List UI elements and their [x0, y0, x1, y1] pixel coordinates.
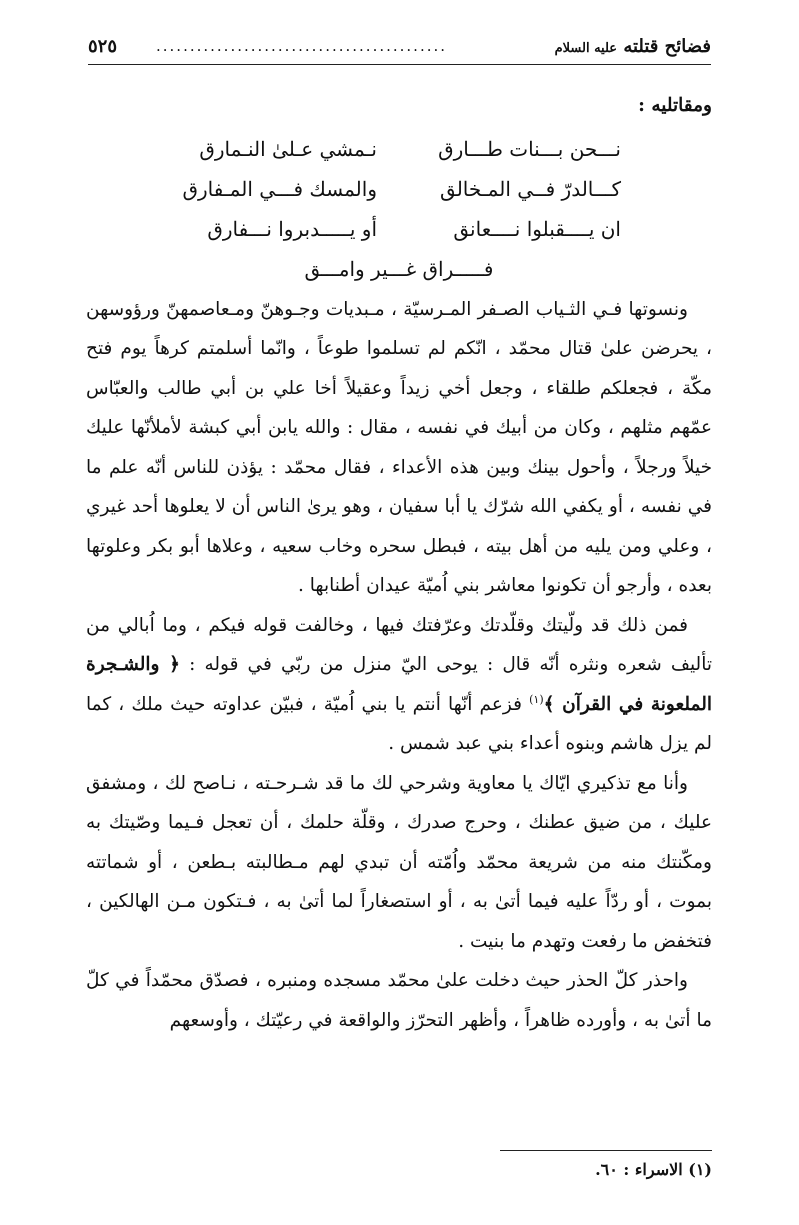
honorific-glyph: عليه السلام	[554, 41, 618, 56]
paragraph-2	[86, 606, 712, 764]
quran-quote: ﴿ والشـجرة الملعونة في القرآن ﴾	[86, 654, 713, 715]
poem	[86, 130, 712, 290]
poem-verse	[86, 210, 712, 250]
verse-first-hemistich: ان يــــقبلوا نــــعانق	[453, 216, 621, 241]
running-title	[555, 36, 711, 57]
poem-verse	[86, 170, 712, 210]
verse-first-hemistich: كـــالدرّ فــي المـخالق	[440, 176, 621, 201]
leader-dots: ...........................................	[156, 37, 448, 55]
paragraph-3: وأنا مع تذكيري ايّاك يا معاوية وشرحي لك ما قد شـرحـته ، نـاصح لك ، ومشفق عليك ، من ضيق عطنك ، وحرج صدرك ، وقلّة حلمك ، أن تعجل فـيما وصّيتك به ومكّنتك منه من شريعة محمّد واُمّته أن تبدي لهم مـطالبته بـطعن ، أو شماتته بموت ، أو ردّاً عليه فيما أتىٰ به ، أو استصغاراً لما أتىٰ به ، فـتكون مـن الهالكين ، فتخفض ما رفعت وتهدم ما بنيت .	[86, 772, 712, 952]
verse-second-hemistich: والمسك فـــي المـفارق	[182, 176, 377, 201]
running-title-text: فضائح قتلته	[623, 36, 711, 57]
body-text	[86, 86, 712, 1040]
footnote-ref[interactable]: (١)	[529, 692, 544, 706]
paragraph-2-end: فزعم أنّها أنتم يا بني اُميّة ، فبيّن عداوته حيث ملك ، كما لم يزل هاشم وبنوه أعداء بني عبد شمس .	[86, 693, 712, 754]
lead-line: ومقاتليه :	[638, 95, 712, 116]
paragraph-1: ونسوتها فـي الثـياب الصـفر المـرسيّة ، مـبديات وجـوهنّ ومـعاصمهنّ ورؤوسهن ، يحرضن علىٰ قتال محمّد ، انّكم لم تسلموا طوعاً ، وانّما أسلمتم كرهاً يوم فتح مكّة ، فجعلكم طلقاء ، وجعل أخي زيداً وعقيلاً أخا علي بن أبي طالب والعبّاس عمّهم مثلهم ، وكان من أبيك في نفسه ، مقال : والله يابن أبي كبشة لأملأنّها عليك خيلاً ورجلاً ، وأحول بينك وبين هذه الأعداء ، فقال محمّد : يؤذن للناس أنّه علم ما في نفسه ، أو يكفي الله شرّك يا أبا سفيان ، وهو يرىٰ الناس أن لا يعلوها أحد غيري ، وعلي ومن يليه من أهل بيته ، فبطل سحره وخاب سعيه ، وعلاها أبو بكر وعلوتها بعده ، وأرجو أن تكونوا معاشر بني اُميّة عيدان أطنابها .	[86, 298, 712, 596]
verse-first-hemistich: نـــحن بـــنات طـــارق	[438, 136, 621, 161]
paragraph-2-start: فمن ذلك قد ولّيتك وقلّدتك وعرّفتك فيها ، وخالفت قوله فيكم ، وما اُبالي من تأليف شعره ونثره أنّه قال : يوحى اليّ منزل من ربّي في قوله :	[86, 614, 712, 675]
verse-second-hemistich: نـمشي عـلىٰ النـمارق	[199, 136, 377, 161]
poem-verse	[86, 130, 712, 170]
page-number: ٥٢٥	[88, 36, 118, 57]
paragraph-4: واحذر كلّ الحذر حيث دخلت علىٰ محمّد مسجده ومنبره ، فصدّق محمّداً في كلّ ما أتىٰ به ، وأورده ظاهراً ، وأظهر التحرّز والواقعة في رعيّتك ، وأوسعهم	[86, 970, 712, 1031]
running-header	[88, 34, 711, 65]
footnote-divider	[500, 1150, 712, 1151]
verse-second-hemistich: أو يـــــدبروا نـــفارق	[207, 216, 377, 241]
poem-refrain: فـــــراق غـــير وامـــق	[304, 256, 494, 281]
footnote: (١) الاسراء : ٦٠.	[595, 1160, 712, 1179]
